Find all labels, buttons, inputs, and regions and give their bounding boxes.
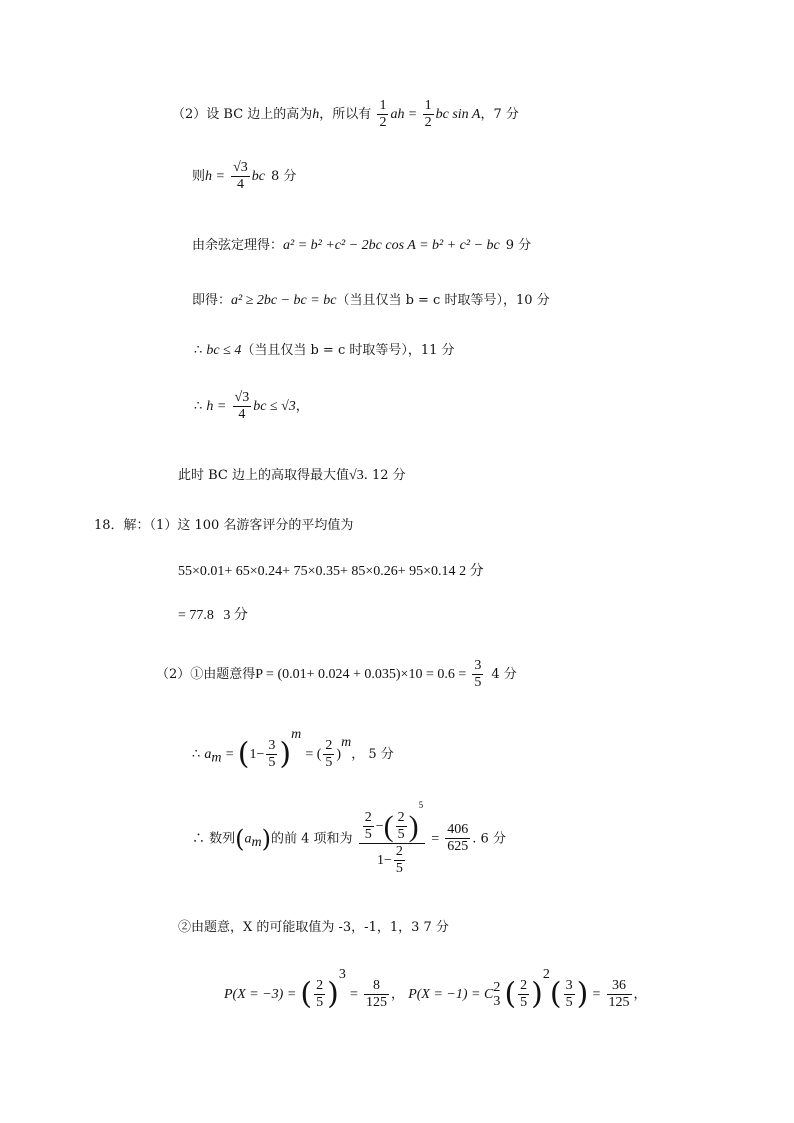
bc-le-formula: bc ≤ 4: [206, 343, 242, 358]
right-paren: ): [279, 736, 292, 772]
mean-expr: 55×0.01+ 65×0.24+ 75×0.35+ 85×0.26+ 95×0.14: [178, 564, 456, 579]
p-calc-label: （2）①由题意得: [156, 667, 256, 683]
pow-3: 3: [338, 967, 346, 982]
mean-result-line: [178, 609, 248, 623]
equals: =: [350, 987, 358, 1002]
am-line: [192, 728, 394, 771]
fraction-sqrt3-4: $\frac{√3}{4}$: [233, 160, 248, 193]
pow-2: 2: [542, 967, 550, 982]
one-minus: 1−: [249, 747, 265, 762]
var-ah: ah: [390, 107, 405, 123]
fraction-3-5: $\frac{3}{5}$: [474, 658, 482, 691]
equals-paren: = (: [305, 747, 322, 762]
fraction-half-2: $\frac{1}{2}$: [424, 98, 432, 131]
comma: ，: [633, 987, 647, 1002]
sum-line: [192, 800, 506, 878]
score-4: 4 分: [491, 667, 517, 683]
comma: ，: [391, 987, 405, 1002]
bc-le-note: （当且仅当 b = c 时取等号）: [241, 343, 408, 358]
big-fraction-den: 1− $\frac{2}{5}$: [376, 844, 403, 877]
fraction-2-5: $\frac{2}{5}$: [364, 810, 372, 843]
left-paren: (: [504, 976, 517, 1012]
left-paren: (: [235, 824, 245, 853]
h-eq: h =: [206, 399, 227, 415]
sum-after: 的前 4 项和为: [271, 831, 353, 847]
close-paren: ): [336, 747, 342, 762]
score-12: . 12 分: [363, 468, 406, 483]
equals: =: [592, 987, 601, 1002]
p2-label: P(X = −1) = C: [408, 987, 494, 1002]
sub-m: m: [211, 750, 222, 766]
right-paren: ): [576, 976, 589, 1012]
therefore-symbol: ∴: [192, 747, 201, 762]
score-6: . 6 分: [472, 831, 506, 847]
cosine-formula: a² = b² +c² − 2bc cos A = b² + c² − bc: [283, 238, 500, 253]
x-values-line: [178, 921, 449, 934]
cosine-label: 由余弦定理得：: [192, 238, 284, 253]
bc-sinA: bc sin A: [435, 107, 481, 123]
h-le-rest: bc ≤ √3: [253, 399, 296, 415]
score-11: ，11 分: [407, 343, 455, 358]
right-paren: ): [261, 824, 272, 853]
fraction-half: $\frac{1}{2}$: [379, 98, 387, 131]
right-paren: ): [408, 809, 419, 843]
exp-m: m: [341, 735, 352, 750]
exp-m: m: [291, 727, 302, 742]
score-10: ，10 分: [502, 293, 550, 308]
big-fraction: [359, 800, 425, 878]
c-indices: 2 3: [493, 979, 501, 1009]
equals: =: [225, 747, 234, 762]
cosine-line: [192, 239, 531, 253]
q18-line: [94, 519, 353, 532]
p1-label: P(X = −3) =: [224, 987, 297, 1002]
therefore-symbol: ∴: [194, 399, 203, 415]
part2-line: [172, 98, 519, 131]
score-2: 2 分: [459, 564, 484, 579]
ineq-line: [192, 294, 550, 308]
sum-label: ∴ 数列: [192, 831, 236, 847]
h-le-line: [194, 390, 309, 423]
score-8: 8 分: [271, 169, 297, 185]
ineq-label: 即得：: [192, 293, 232, 308]
fraction-3-5: $\frac{3}{5}$: [268, 737, 276, 770]
score-3: 3 分: [223, 608, 248, 623]
then-h-line: [192, 160, 296, 193]
comma: ，: [295, 399, 309, 415]
var-a: a: [204, 747, 212, 762]
score-9: 9 分: [505, 238, 532, 253]
fraction-2-5: $\frac{2}{5}$: [397, 810, 405, 843]
h-eq: h =: [205, 169, 225, 185]
so-text: ，所以有: [319, 107, 372, 123]
fraction-2-5: $\frac{2}{5}$: [520, 977, 528, 1010]
right-paren: ): [531, 976, 543, 1012]
left-paren: (: [237, 736, 250, 772]
ineq-note: （当且仅当 b = c 时取等号）: [336, 293, 503, 308]
var-a: a: [244, 831, 252, 847]
mean-result: = 77.8: [178, 608, 214, 623]
part2-prefix: （2）设 BC 边上的高为: [172, 107, 313, 123]
score-5: ， 5 分: [351, 747, 394, 762]
q18-label: 18．解：（1）这 100 名游客评分的平均值为: [94, 518, 354, 533]
fraction-2-5: $\frac{2}{5}$: [316, 977, 324, 1010]
big-fraction-num: $\frac{2}{5}$ −( $\frac{2}{5}$ )$^5$: [359, 800, 425, 844]
fraction-2-5: $\frac{2}{5}$: [395, 844, 403, 877]
mean-calc-line: [178, 565, 484, 579]
fraction-36-125: $\frac{36}{125}$: [608, 977, 630, 1010]
score-7: ，7 分: [480, 107, 519, 123]
p-calc-line: [156, 658, 517, 691]
left-paren: (: [549, 976, 562, 1012]
x-values-text: ②由题意，X 的可能取值为 -3，-1，1，3 7 分: [178, 920, 449, 935]
max-value: √3: [349, 468, 364, 483]
left-paren: (: [383, 809, 394, 843]
right-paren: ): [327, 976, 339, 1012]
fraction-sqrt3-4: $\frac{√3}{4}$: [234, 390, 250, 423]
var-h: h: [312, 107, 320, 123]
then-label: 则: [192, 169, 206, 185]
max-line: [178, 469, 406, 483]
fraction-2-5: $\frac{2}{5}$: [325, 737, 333, 770]
fraction-3-5: $\frac{3}{5}$: [565, 977, 573, 1010]
therefore-symbol: ∴: [194, 343, 203, 358]
p-calc-expr: P = (0.01+ 0.024 + 0.035)×10 = 0.6 =: [255, 667, 467, 683]
sub-m: m: [251, 834, 262, 850]
bc-le-line: [194, 344, 455, 358]
max-text: 此时 BC 边上的高取得最大值: [178, 468, 350, 483]
prob-line: [224, 968, 647, 1011]
fraction-406-625: $\frac{406}{625}$: [447, 822, 469, 855]
var-bc: bc: [251, 169, 266, 185]
ineq-formula: a² ≥ 2bc − bc = bc: [231, 293, 337, 308]
equals: =: [408, 107, 417, 123]
equals: =: [431, 831, 440, 847]
fraction-8-125: $\frac{8}{125}$: [366, 977, 388, 1010]
left-paren: (: [300, 976, 313, 1012]
